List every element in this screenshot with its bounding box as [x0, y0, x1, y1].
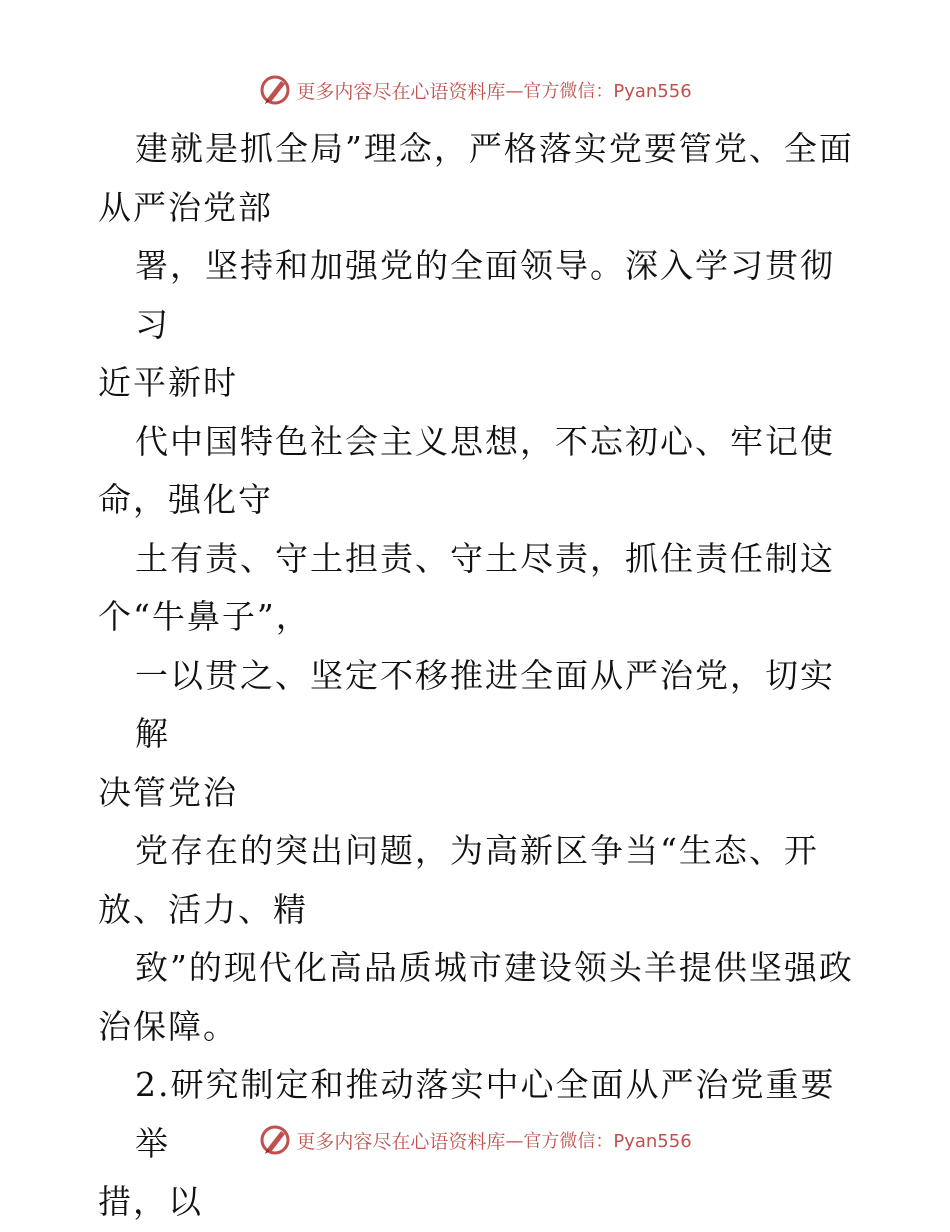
- paragraph-line: 一以贯之、坚定不移推进全面从严治党，切实解: [135, 655, 835, 753]
- watermark-suffix: —官方微信：Pyan556: [505, 1131, 692, 1152]
- paragraph-line: 署，坚持和加强党的全面领导。深入学习贯彻习: [135, 246, 835, 344]
- footer-watermark: [0, 1120, 950, 1160]
- paragraph-3: [98, 413, 858, 530]
- paragraph-line: 土有责、守土担责、守土尽责，抓住责任制这: [135, 538, 835, 578]
- paragraph-line: 命，强化守: [98, 480, 273, 519]
- document-body: [98, 120, 858, 1232]
- paragraph-line: 党存在的突出问题，为高新区争当“生态、开: [135, 831, 819, 870]
- paragraph-6: [98, 822, 858, 939]
- paragraph-line: 决管党治: [98, 772, 238, 812]
- paragraph-line: 从严治党部: [98, 187, 273, 227]
- header-watermark: [0, 70, 950, 110]
- paragraph-line: 2.研究制定和推动落实中心全面从严治党重要举: [135, 1065, 836, 1163]
- paragraph-line: 近平新时: [98, 363, 238, 402]
- watermark-suffix: —官方微信：Pyan556: [505, 81, 692, 102]
- paragraph-line: 放、活力、精: [98, 889, 308, 929]
- paragraph-5: [98, 647, 858, 823]
- paragraph-7: [98, 939, 858, 1056]
- paragraph-1: [98, 120, 858, 237]
- paragraph-2: [98, 237, 858, 413]
- paragraph-line: 致”的现代化高品质城市建设领头羊提供坚强政: [135, 948, 854, 987]
- paragraph-line: 个“牛鼻子”，: [98, 597, 311, 636]
- paragraph-line: 代中国特色社会主义思想，不忘初心、牢记使: [135, 421, 835, 461]
- paragraph-line: 治保障。: [98, 1006, 238, 1046]
- watermark-prefix: 更多内容尽在心语资料库: [296, 1130, 506, 1153]
- paragraph-line: 建就是抓全局”理念，严格落实党要管党、全面: [135, 129, 854, 168]
- watermark-prefix: 更多内容尽在心语资料库: [296, 80, 506, 103]
- paragraph-line: 措，以: [98, 1182, 203, 1221]
- pen-seal-icon: [258, 1123, 292, 1157]
- pen-seal-icon: [258, 73, 292, 107]
- paragraph-4: [98, 530, 858, 647]
